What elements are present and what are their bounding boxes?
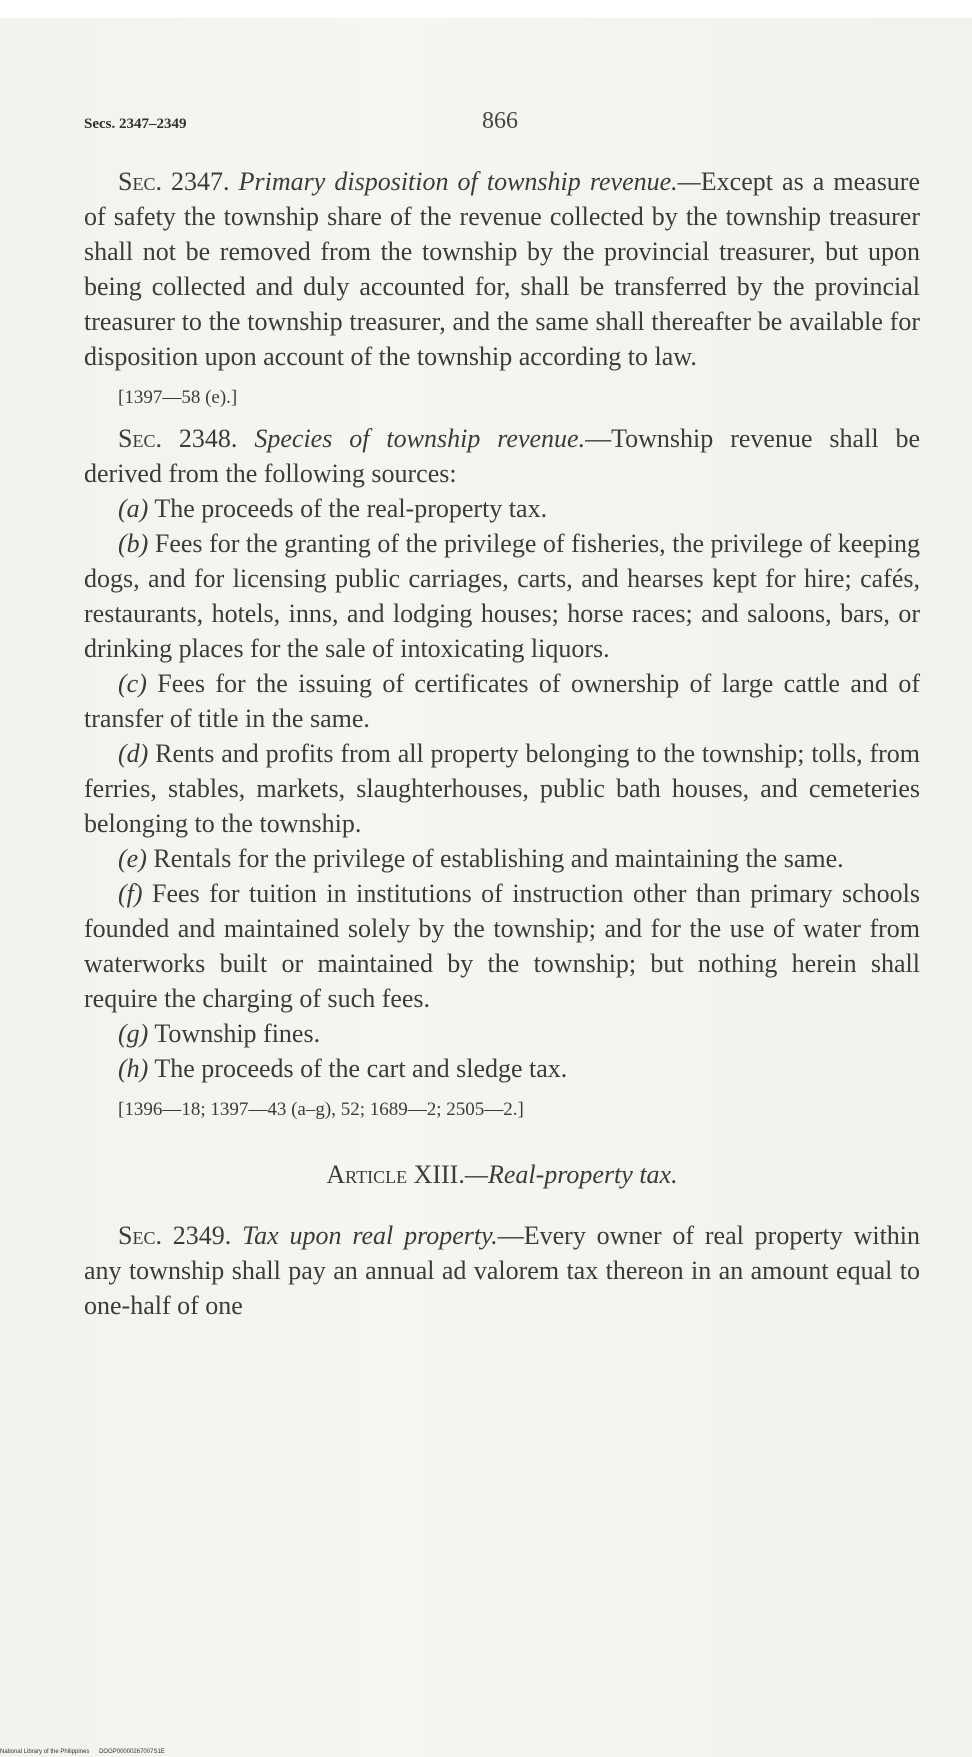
item-text: Fees for the issuing of certificates of ownership of large cattle and of transfer of title in the same. xyxy=(84,669,920,733)
section-2349 xyxy=(84,1218,920,1323)
section-number: Sec. 2347. xyxy=(118,167,230,196)
item-label: (e) xyxy=(118,844,147,873)
item-text: Fees for tuition in institutions of instruction other than primary schools founded and maintained solely by the township; and for the use of water from waterworks built or maintained by the township; but nothing herein shall require the charging of such fees. xyxy=(84,879,920,1013)
item-text: Township fines. xyxy=(148,1019,321,1048)
section-text: —Every owner of real property within any township shall pay an annual ad valorem tax thereon in an amount equal to one-half of one xyxy=(84,1221,921,1320)
item-label: (g) xyxy=(118,1019,149,1048)
item-label: (c) xyxy=(118,669,147,698)
item-text: Rents and profits from all property belonging to the township; tolls, from ferries, stables, markets, slaughterhouses, public bath houses, and cemeteries belonging to the township. xyxy=(84,739,920,838)
section-title: Species of township revenue. xyxy=(254,424,586,453)
list-item xyxy=(84,666,920,736)
section-2347 xyxy=(84,164,920,374)
running-head: Secs. 2347–2349 xyxy=(84,116,187,132)
section-number: Sec. 2348. xyxy=(118,424,238,453)
page-header xyxy=(84,108,916,144)
page-body xyxy=(84,164,920,1323)
scan-footer xyxy=(0,1749,173,1755)
section-text: —Township revenue shall be derived from the following sources: xyxy=(84,424,921,488)
section-title: Tax upon real property. xyxy=(242,1221,498,1250)
item-text: Rentals for the privilege of establishing and maintaining the same. xyxy=(146,844,844,873)
item-label: (h) xyxy=(118,1054,149,1083)
item-label: (f) xyxy=(118,879,143,908)
section-2348 xyxy=(84,421,920,491)
list-item xyxy=(84,491,920,526)
item-label: (b) xyxy=(118,529,149,558)
footer-code: DOGP00000267007S1E xyxy=(99,1749,165,1755)
item-label: (d) xyxy=(118,739,149,768)
list-item xyxy=(84,876,920,1016)
item-text: Fees for the granting of the privilege of fisheries, the privilege of keeping dogs, and for licensing public carriages, carts, and hearses kept for hire; cafés, restaurants, hotels, inns, and lodging houses; horse races; and saloons, bars, or drinking places for the sale of intoxicating liquors. xyxy=(84,529,920,663)
item-text: The proceeds of the real-property tax. xyxy=(148,494,548,523)
article-heading xyxy=(84,1157,920,1192)
section-text: Except as a measure of safety the township share of the revenue collected by the township treasurer shall not be removed from the township by the provincial treasurer, but upon being collected and duly accounted for, shall be transferred by the provincial treasurer to the township treasurer, and the same shall thereafter be available for disposition upon account of the township according to law. xyxy=(84,167,921,371)
document-page xyxy=(0,18,972,1757)
list-item xyxy=(84,1051,920,1086)
section-number: Sec. 2349. xyxy=(118,1221,232,1250)
footer-source: National Library of the Philippines xyxy=(0,1749,90,1755)
section-citation: [1396—18; 1397—43 (a–g), 52; 1689—2; 2505—2.] xyxy=(118,1099,524,1120)
article-label: Article XIII. xyxy=(326,1160,465,1189)
section-citation: [1397—58 (e).] xyxy=(118,387,238,408)
page-number: 866 xyxy=(482,108,518,134)
item-text: The proceeds of the cart and sledge tax. xyxy=(148,1054,568,1083)
list-item xyxy=(84,736,920,841)
list-item xyxy=(84,1016,920,1051)
article-title: —Real-property tax. xyxy=(464,1160,678,1189)
list-item xyxy=(84,841,920,876)
list-item xyxy=(84,526,920,666)
section-title: Primary disposition of township revenue.— xyxy=(238,167,701,196)
item-label: (a) xyxy=(118,494,149,523)
